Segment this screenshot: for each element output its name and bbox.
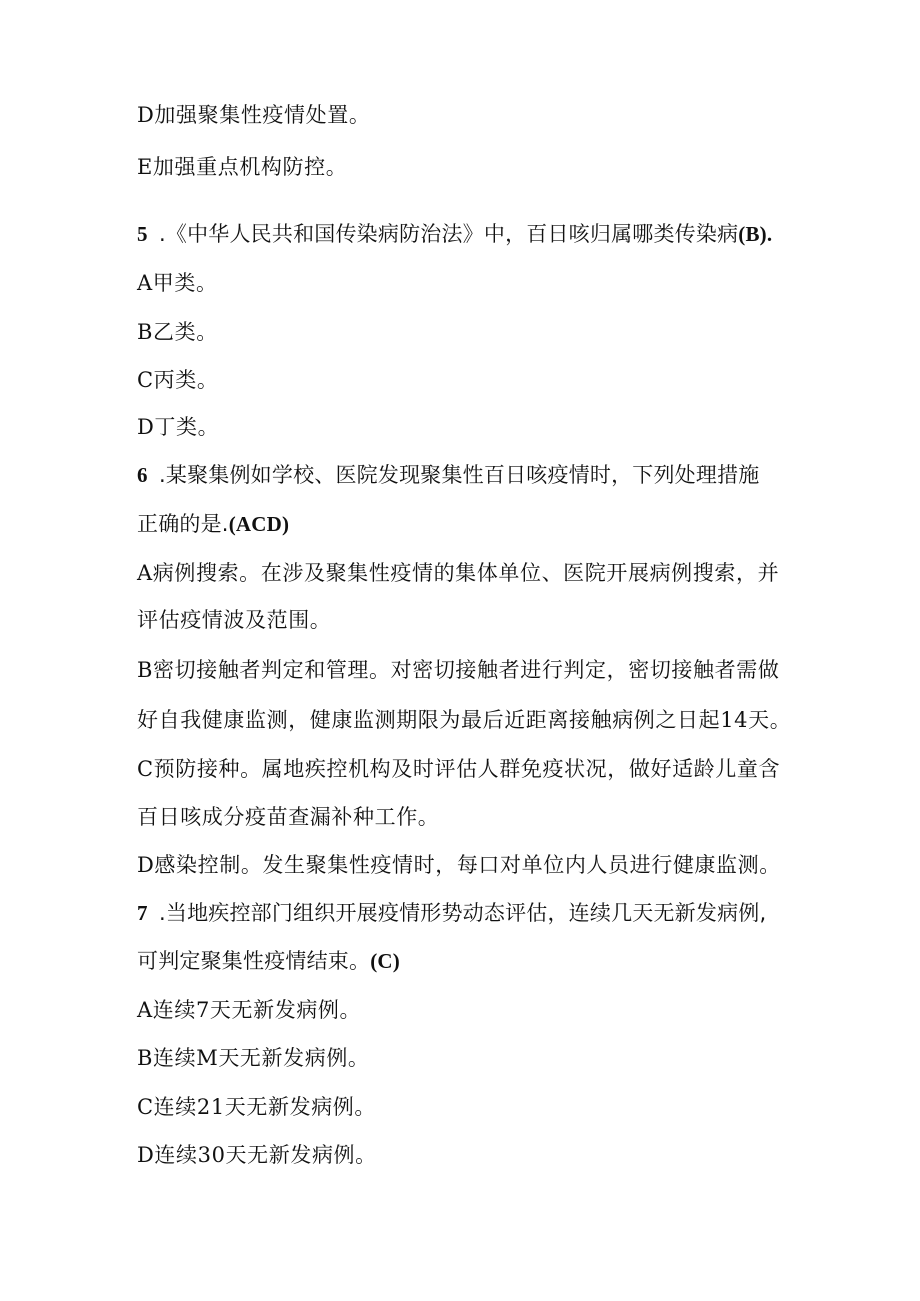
question-7-line-2	[137, 947, 400, 975]
question-7-option-a: A连续7天无新发病例。	[137, 998, 362, 1022]
question-5-option-d: D丁类。	[137, 415, 220, 439]
question-6-answer: (ACD)	[228, 512, 290, 536]
question-7-answer: (C)	[370, 949, 400, 973]
question-6-option-d: D感染控制。发生聚集性疫情时，每口对单位内人员进行健康监测。	[137, 853, 781, 877]
question-6-option-c-line-2: 百日咳成分疫苗查漏补种工作。	[137, 805, 440, 829]
question-6-option-b-line-1: B密切接触者判定和管理。对密切接触者进行判定，密切接触者需做	[137, 658, 780, 682]
question-6-option-c-line-1: C预防接种。属地疾控机构及时评估人群免疫状况，做好适龄儿童含	[137, 757, 781, 781]
question-5	[137, 220, 772, 248]
question-7	[137, 899, 766, 927]
question-5-text: .《中华人民共和国传染病防治法》中，百日咳归属哪类传染病	[159, 222, 739, 246]
question-5-answer: (B).	[738, 222, 773, 246]
question-5-option-c: C丙类。	[137, 368, 219, 392]
option-e-previous: E加强重点机构防控。	[137, 155, 348, 179]
question-6-option-a-line-2: 评估疫情波及范围。	[137, 608, 332, 632]
question-7-option-c: C连续21天无新发病例。	[137, 1095, 376, 1119]
question-5-number: 5	[137, 222, 148, 246]
question-5-option-b: B乙类。	[137, 320, 218, 344]
question-6-line-2	[137, 510, 289, 538]
question-6	[137, 461, 759, 489]
question-7-text: .当地疾控部门组织开展疫情形势动态评估，连续几天无新发病例,	[159, 901, 767, 925]
option-d-previous: D加强聚集性疫情处置。	[137, 103, 371, 127]
question-6-number: 6	[137, 463, 148, 487]
question-7-number: 7	[137, 901, 148, 925]
question-5-option-a: A甲类。	[137, 271, 218, 295]
question-7-option-b: B连续M天无新发病例。	[137, 1046, 370, 1070]
question-7-option-d: D连续30天无新发病例。	[137, 1143, 377, 1167]
question-7-text-2: 可判定聚集性疫情结束。	[137, 949, 371, 973]
question-6-option-a-line-1: A病例搜索。在涉及聚集性疫情的集体单位、医院开展病例搜索，并	[137, 561, 780, 585]
question-6-text-2: 正确的是.	[137, 512, 229, 536]
question-6-option-b-line-2: 好自我健康监测，健康监测期限为最后近距离接触病例之日起14天。	[137, 708, 792, 732]
question-6-text: .某聚集例如学校、医院发现聚集性百日咳疫情时，下列处理措施	[159, 463, 760, 487]
